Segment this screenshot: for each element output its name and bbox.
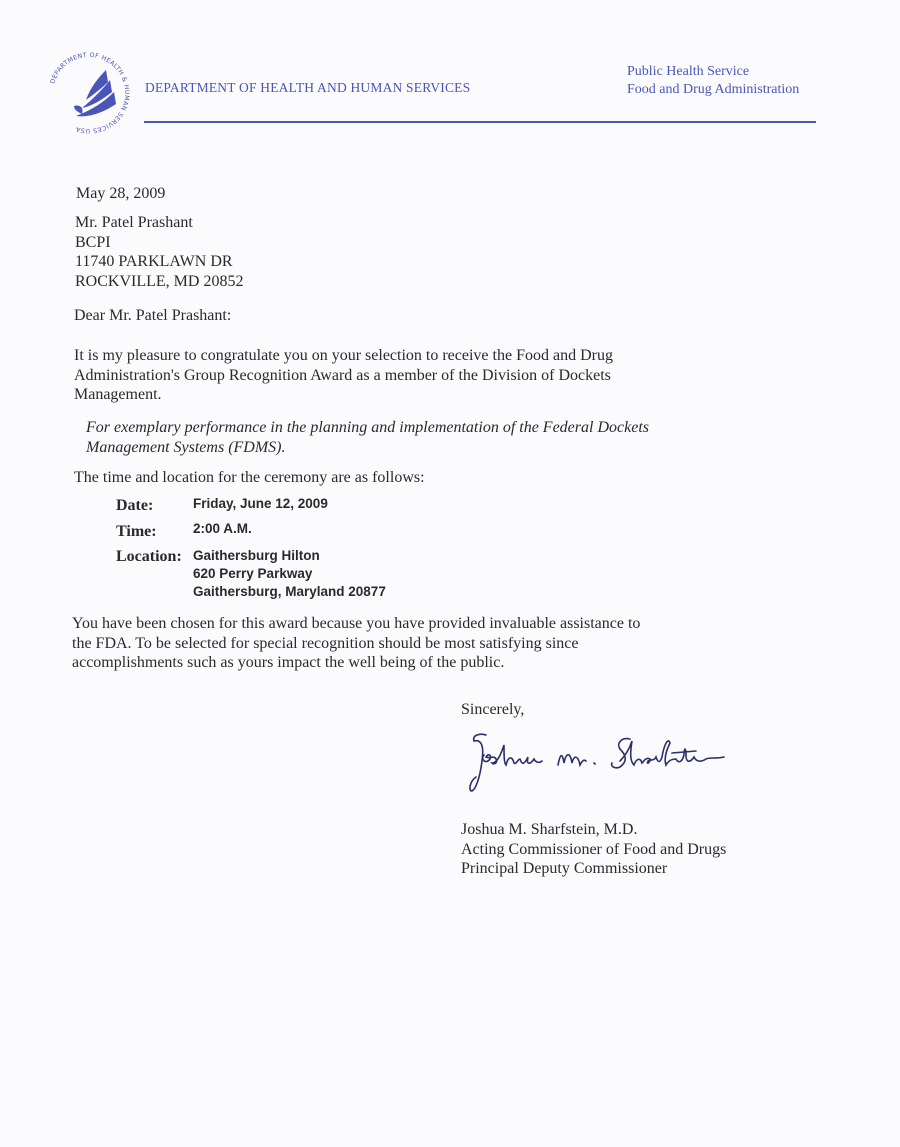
ceremony-intro: The time and location for the ceremony are as follows: [74, 469, 425, 486]
signer-name: Joshua M. Sharfstein, M.D. [461, 821, 638, 838]
agency-line-2: Food and Drug Administration [627, 82, 800, 97]
paragraph-line: the FDA. To be selected for special recognition should be most satisfying since [72, 634, 579, 652]
citation-line: For exemplary performance in the planning and implementation of the Federal Dockets [86, 419, 649, 436]
recipient-line: ROCKVILLE, MD 20852 [75, 272, 244, 290]
time-value: 2:00 A.M. [193, 521, 252, 536]
signature [460, 725, 760, 795]
location-line: Gaithersburg, Maryland 20877 [193, 584, 386, 599]
paragraph-line: Management. [74, 386, 162, 403]
date-value: Friday, June 12, 2009 [193, 496, 328, 511]
department-name: DEPARTMENT OF HEALTH AND HUMAN SERVICES [145, 80, 471, 95]
letterhead-rule [144, 121, 816, 123]
agency-block [627, 63, 799, 99]
recipient-line: 11740 PARKLAWN DR [75, 253, 233, 270]
recipient-address [75, 213, 243, 291]
paragraph-line: Administration's Group Recognition Award as a member of the Division of Dockets [74, 366, 611, 384]
signer-title: Acting Commissioner of Food and Drugs [461, 840, 727, 858]
signer-block [461, 820, 726, 879]
date-label: Date: [116, 497, 154, 514]
svg-text:DEPARTMENT OF HEALTH & HUMAN S: DEPARTMENT OF HEALTH & HUMAN SERVICES USA [49, 51, 131, 135]
paragraph-line: It is my pleasure to congratulate you on your selection to receive the Food and Drug [74, 347, 613, 364]
hhs-seal-logo [44, 48, 134, 138]
signer-title: Principal Deputy Commissioner [461, 860, 668, 877]
closing: Sincerely, [461, 701, 525, 718]
location-line: Gaithersburg Hilton [193, 548, 320, 563]
signature-icon [460, 725, 760, 795]
citation-line: Management Systems (FDMS). [86, 438, 286, 456]
recipient-line: BCPI [75, 233, 111, 251]
recipient-line: Mr. Patel Prashant [75, 214, 193, 231]
award-citation [86, 418, 649, 457]
time-label: Time: [116, 523, 157, 540]
paragraph-congratulations [74, 346, 613, 405]
paragraph-line: accomplishments such as yours impact the well being of the public. [72, 654, 505, 671]
location-value [193, 547, 386, 601]
location-line: 620 Perry Parkway [193, 566, 313, 581]
location-label: Location: [116, 548, 182, 565]
agency-line-1: Public Health Service [627, 64, 750, 79]
eagle-seal-icon [44, 48, 134, 138]
paragraph-line: You have been chosen for this award because you have provided invaluable assistance to [72, 615, 641, 632]
paragraph-reason [72, 614, 640, 673]
letter-date: May 28, 2009 [76, 185, 166, 202]
salutation: Dear Mr. Patel Prashant: [74, 307, 232, 324]
